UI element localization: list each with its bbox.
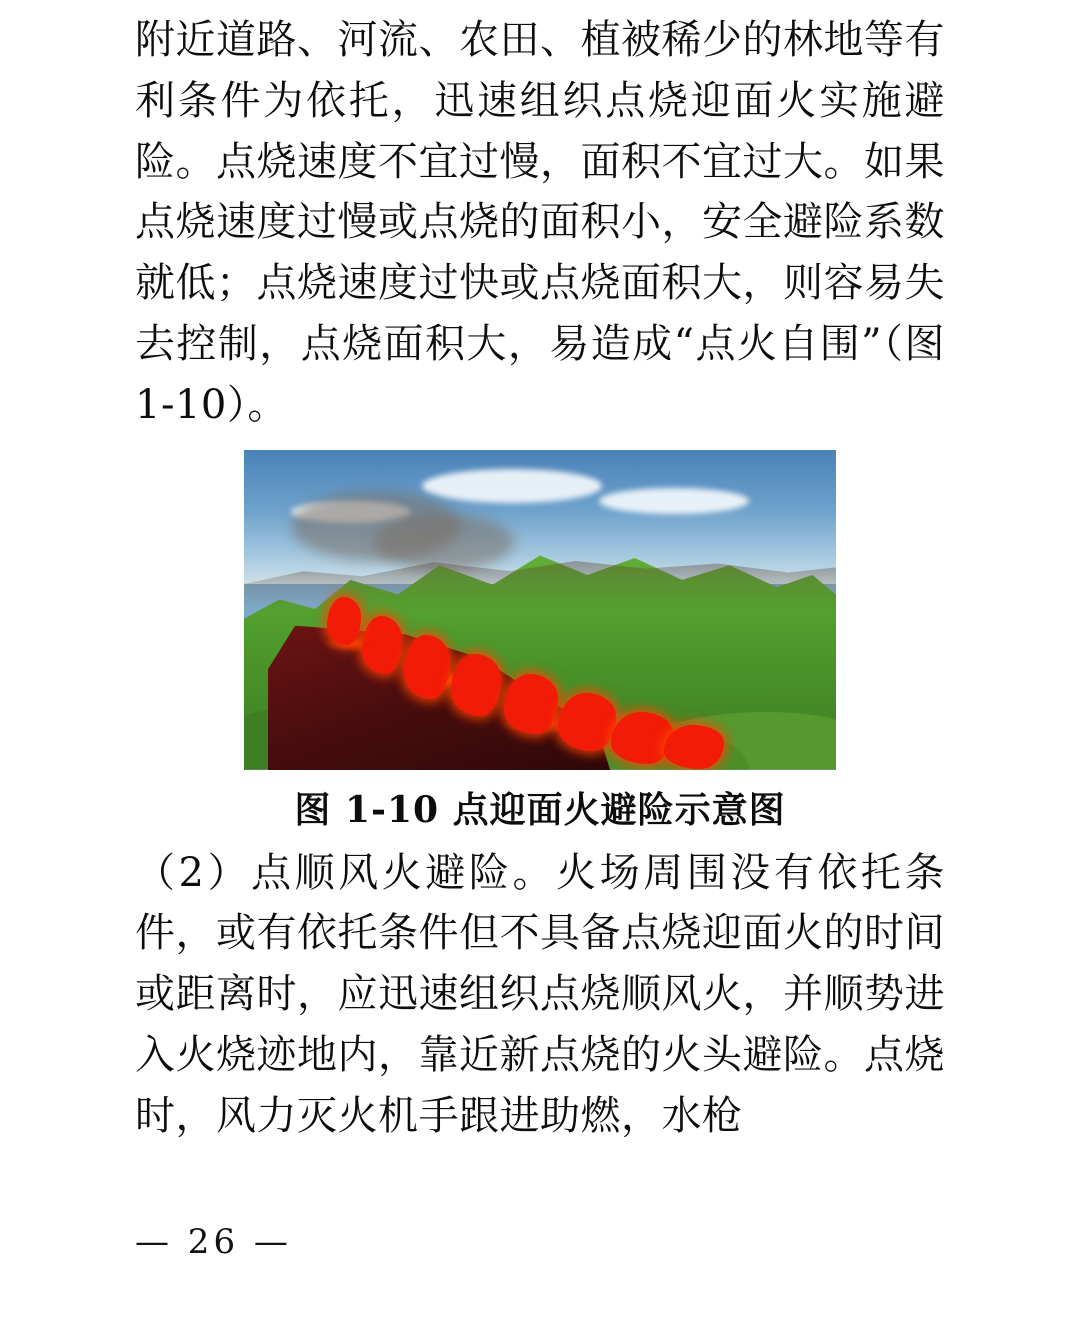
- flame-icon: [404, 635, 450, 699]
- flame-icon: [362, 616, 402, 674]
- paragraph-1: 附近道路、河流、农田、植被稀少的林地等有利条件为依托，迅速组织点烧迎面火实施避险。点烧速度不宜过慢，面积不宜过大。如果点烧速度过慢或点烧的面积小，安全避险系数就低；点烧速度过快或点烧面积大，则容易失去控制，点烧面积大，易造成“点火自围”（图 1-10）。: [135, 17, 945, 428]
- flame-icon: [664, 725, 724, 769]
- cloud-icon: [599, 488, 749, 514]
- flame-icon: [611, 712, 673, 764]
- flame-icon: [451, 654, 501, 716]
- flame-icon: [558, 693, 616, 751]
- page-number: — 26 —: [135, 1222, 292, 1262]
- flame-icon: [327, 597, 361, 645]
- figure-caption: 图 1-10 点迎面火避险示意图: [294, 788, 786, 831]
- smoke-plume: [374, 514, 514, 570]
- cloud-icon: [422, 469, 602, 503]
- figure-1-10: [244, 450, 836, 833]
- paragraph-2: （2）点顺风火避险。火场周围没有依托条件，或有依托条件但不具备点烧迎面火的时间或距离时，应迅速组织点烧顺风火，并顺势进入火烧迹地内，靠近新点烧的火头避险。点烧时，风力灭火机手跟进助燃，水枪: [135, 849, 945, 1139]
- flame-icon: [504, 674, 558, 734]
- figure-image: [244, 450, 836, 770]
